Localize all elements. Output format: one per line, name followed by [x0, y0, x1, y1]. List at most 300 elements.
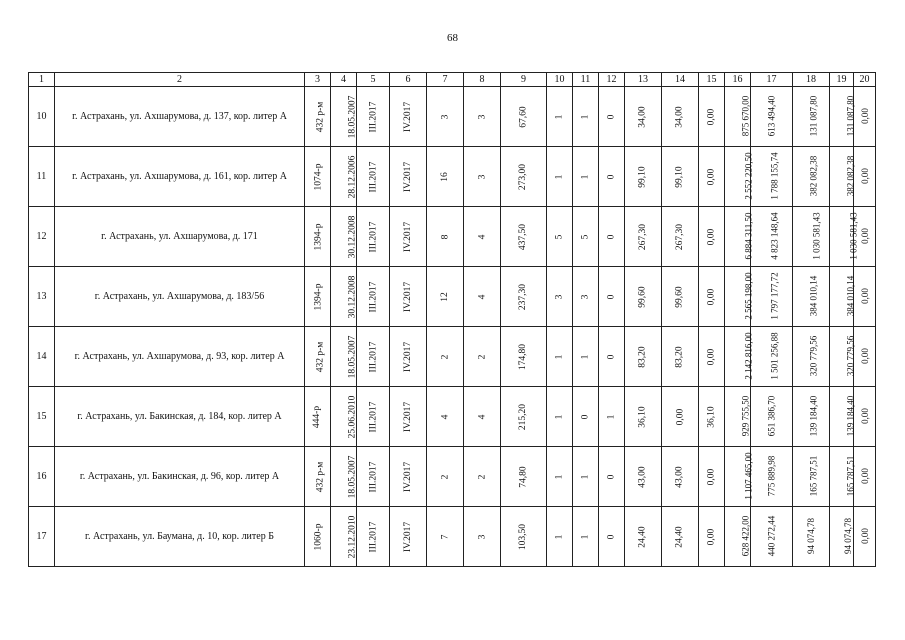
col-14-cell [662, 147, 699, 207]
col-7-cell [427, 507, 464, 567]
amount-col-17-text: 651 386,70 [766, 395, 777, 437]
column-number-cell: 2 [55, 73, 305, 87]
col-7-text: 3 [440, 114, 450, 120]
start-period-cell [357, 147, 390, 207]
area-text: 67,60 [518, 106, 529, 128]
amount-col-17-text: 1 501 256,88 [769, 332, 780, 380]
order-date-cell [331, 507, 357, 567]
col-8-cell [464, 87, 501, 147]
amount-col-18-text: 320 779,56 [808, 335, 819, 377]
col-7-text: 4 [440, 414, 450, 420]
col-13-cell [625, 267, 662, 327]
col-10-text: 3 [554, 294, 565, 300]
amount-col-17-cell [751, 387, 793, 447]
amount-col-19-cell [830, 147, 854, 207]
col-13-text: 267,30 [638, 223, 648, 251]
column-number-cell: 7 [427, 73, 464, 87]
amount-col-20-cell [854, 87, 876, 147]
col-15-text: 0,00 [706, 528, 717, 546]
amount-total-cell [725, 207, 754, 267]
order-number-text: 444-р [312, 405, 323, 429]
amount-col-20-text: 0,00 [859, 408, 870, 424]
col-12-cell [599, 447, 625, 507]
amount-col-20-cell [854, 267, 876, 327]
column-number-cell: 5 [357, 73, 390, 87]
order-date-cell [331, 267, 357, 327]
amount-col-19-cell [830, 327, 854, 387]
end-period-text: IV.2017 [403, 221, 413, 253]
table-row [29, 507, 876, 567]
end-period-text: IV.2017 [403, 461, 413, 493]
col-10-cell [547, 207, 573, 267]
col-7-cell [427, 147, 464, 207]
start-period-text: III.2017 [368, 101, 378, 133]
col-15-text: 0,00 [706, 228, 717, 246]
area-text: 237,30 [518, 283, 529, 311]
end-period-text: IV.2017 [403, 281, 413, 313]
col-13-cell [625, 327, 662, 387]
amount-col-20-text: 0,00 [859, 528, 870, 544]
col-14-text: 43,00 [675, 466, 685, 488]
col-7-cell [427, 387, 464, 447]
col-15-cell [699, 327, 725, 387]
row-number-cell: 12 [29, 207, 55, 267]
start-period-text: III.2017 [368, 281, 378, 313]
col-15-cell [699, 507, 725, 567]
col-7-text: 2 [440, 474, 450, 480]
amount-total-text: 628 422,00 [740, 515, 751, 557]
col-11-cell [573, 87, 599, 147]
amount-col-20-cell [854, 387, 876, 447]
address-cell: г. Астрахань, ул. Бакинская, д. 96, кор. литер А [55, 447, 305, 507]
col-11-cell [573, 147, 599, 207]
column-number-cell: 18 [793, 73, 830, 87]
col-12-text: 0 [606, 174, 617, 180]
amount-col-18-cell [793, 447, 830, 507]
col-15-text: 0,00 [706, 348, 717, 366]
amount-col-19-cell [830, 267, 854, 327]
start-period-text: III.2017 [368, 161, 378, 193]
order-date-text: 23.12.2010 [347, 515, 358, 559]
column-number-cell: 3 [305, 73, 331, 87]
end-period-cell [390, 207, 427, 267]
amount-col-17-text: 613 494,40 [766, 95, 777, 137]
col-13-text: 36,10 [638, 406, 648, 428]
column-number-cell: 1 [29, 73, 55, 87]
col-10-text: 1 [554, 414, 565, 420]
amount-col-19-cell [830, 387, 854, 447]
end-period-cell [390, 507, 427, 567]
col-11-text: 1 [580, 534, 591, 540]
col-12-text: 0 [606, 474, 617, 480]
amount-col-17-text: 440 272,44 [766, 515, 777, 557]
order-date-cell [331, 327, 357, 387]
area-text: 74,80 [518, 466, 529, 488]
address-cell: г. Астрахань, ул. Баумана, д. 10, кор. литер Б [55, 507, 305, 567]
col-13-text: 99,60 [638, 286, 648, 308]
col-15-text: 0,00 [706, 468, 717, 486]
col-10-cell [547, 447, 573, 507]
col-14-cell [662, 327, 699, 387]
amount-col-20-text: 0,00 [859, 468, 870, 484]
col-8-text: 4 [477, 294, 487, 300]
end-period-text: IV.2017 [403, 341, 413, 373]
amount-col-18-text: 165 787,51 [808, 455, 819, 497]
start-period-text: III.2017 [368, 401, 378, 433]
order-number-cell [305, 507, 331, 567]
order-date-text: 25.06.2010 [347, 395, 358, 439]
amount-col-17-text: 1 788 155,74 [769, 152, 780, 200]
area-text: 215,20 [518, 403, 529, 431]
order-number-text: 1060-р [313, 523, 324, 551]
col-11-text: 0 [580, 414, 591, 420]
col-7-cell [427, 447, 464, 507]
end-period-cell [390, 267, 427, 327]
col-12-cell [599, 207, 625, 267]
col-15-text: 0,00 [706, 288, 717, 306]
amount-total-cell [725, 447, 754, 507]
col-11-text: 3 [580, 294, 591, 300]
area-cell [501, 267, 547, 327]
col-10-text: 1 [554, 354, 565, 360]
col-7-text: 16 [440, 172, 450, 182]
col-13-text: 34,00 [638, 106, 648, 128]
amount-total-text: 2 142 816,00 [743, 332, 754, 380]
col-11-text: 1 [580, 114, 591, 120]
col-13-text: 83,20 [638, 346, 648, 368]
col-10-cell [547, 87, 573, 147]
col-7-text: 7 [440, 534, 450, 540]
table-row [29, 327, 876, 387]
col-7-text: 12 [440, 292, 450, 302]
end-period-text: IV.2017 [403, 101, 413, 133]
end-period-cell [390, 147, 427, 207]
order-number-cell [305, 267, 331, 327]
col-10-text: 5 [554, 234, 565, 240]
order-number-cell [305, 387, 331, 447]
order-number-text: 1394-р [313, 283, 324, 311]
amount-col-20-cell [854, 327, 876, 387]
col-11-cell [573, 447, 599, 507]
amount-col-17-cell [751, 87, 793, 147]
col-12-cell [599, 387, 625, 447]
column-number-cell: 11 [573, 73, 599, 87]
col-12-text: 0 [606, 354, 617, 360]
order-date-cell [331, 147, 357, 207]
col-14-text: 267,30 [675, 223, 685, 251]
amount-col-19-cell [830, 207, 859, 267]
col-15-text: 0,00 [706, 168, 717, 186]
amount-col-19-text: 165 787,51 [845, 455, 856, 497]
amount-total-cell [725, 87, 751, 147]
amount-col-20-cell [854, 507, 876, 567]
col-14-text: 99,10 [675, 166, 685, 188]
order-number-text: 432 р-м [315, 101, 326, 133]
area-cell [501, 507, 547, 567]
start-period-cell [357, 207, 390, 267]
col-13-cell [625, 387, 662, 447]
col-7-cell [427, 87, 464, 147]
amount-total-cell [725, 507, 751, 567]
column-number-cell: 13 [625, 73, 662, 87]
amount-col-17-cell [751, 327, 793, 387]
address-cell: г. Астрахань, ул. Ахшарумова, д. 137, кор. литер А [55, 87, 305, 147]
col-11-cell [573, 507, 599, 567]
end-period-text: IV.2017 [403, 401, 413, 433]
col-15-cell [699, 207, 725, 267]
address-cell: г. Астрахань, ул. Бакинская, д. 184, кор. литер А [55, 387, 305, 447]
order-date-text: 18.05.2007 [347, 455, 358, 499]
order-number-text: 432 р-м [315, 341, 326, 373]
col-14-cell [662, 267, 699, 327]
col-14-text: 99,60 [675, 286, 685, 308]
col-12-text: 1 [606, 414, 617, 420]
col-10-cell [547, 267, 573, 327]
end-period-text: IV.2017 [403, 521, 413, 553]
amount-col-17-cell [751, 267, 793, 327]
amount-col-17-cell [751, 507, 793, 567]
col-14-cell [662, 387, 699, 447]
end-period-cell [390, 447, 427, 507]
order-date-text: 18.05.2007 [347, 335, 358, 379]
start-period-text: III.2017 [368, 221, 378, 253]
col-11-text: 5 [580, 234, 591, 240]
amount-col-18-cell [793, 327, 830, 387]
col-14-text: 24,40 [675, 526, 685, 548]
amount-total-text: 1 107 465,00 [743, 452, 754, 500]
order-date-text: 28.12.2006 [347, 155, 358, 199]
col-15-cell [699, 87, 725, 147]
col-8-text: 3 [477, 114, 487, 120]
area-text: 174,80 [518, 343, 529, 371]
amount-col-18-text: 384 010,14 [808, 275, 819, 317]
order-number-cell [305, 87, 331, 147]
col-8-cell [464, 147, 501, 207]
col-11-text: 1 [580, 354, 591, 360]
start-period-text: III.2017 [368, 461, 378, 493]
amount-col-18-cell [793, 147, 830, 207]
col-8-cell [464, 387, 501, 447]
col-13-text: 24,40 [638, 526, 648, 548]
col-11-cell [573, 267, 599, 327]
area-cell [501, 327, 547, 387]
area-cell [501, 147, 547, 207]
amount-col-19-text: 320 779,56 [845, 335, 856, 377]
table-row [29, 387, 876, 447]
col-15-cell [699, 147, 725, 207]
column-number-cell: 10 [547, 73, 573, 87]
order-date-cell [331, 447, 357, 507]
start-period-cell [357, 267, 390, 327]
col-10-cell [547, 387, 573, 447]
column-number-cell: 19 [830, 73, 854, 87]
amount-col-20-text: 0,00 [859, 348, 870, 364]
amount-total-cell [725, 387, 751, 447]
col-13-text: 99,10 [638, 166, 648, 188]
col-13-cell [625, 447, 662, 507]
col-8-text: 4 [477, 414, 487, 420]
order-number-text: 1394-р [313, 223, 324, 251]
amount-col-18-cell [793, 207, 830, 267]
col-14-text: 34,00 [675, 106, 685, 128]
end-period-cell [390, 387, 427, 447]
column-number-cell: 14 [662, 73, 699, 87]
col-12-cell [599, 507, 625, 567]
order-number-text: 432 р-м [315, 461, 326, 493]
amount-col-18-cell [793, 507, 830, 567]
col-12-text: 0 [606, 294, 617, 300]
start-period-cell [357, 387, 390, 447]
col-14-text: 0,00 [675, 408, 685, 426]
end-period-text: IV.2017 [403, 161, 413, 193]
amount-col-20-text: 0,00 [859, 108, 870, 124]
amount-col-17-text: 775 889,98 [766, 455, 777, 497]
end-period-cell [390, 87, 427, 147]
col-10-text: 1 [554, 174, 565, 180]
amount-total-text: 6 884 311,50 [743, 212, 754, 260]
amount-col-19-text: 94 074,78 [843, 518, 853, 554]
address-cell: г. Астрахань, ул. Ахшарумова, д. 93, кор. литер А [55, 327, 305, 387]
order-date-cell [331, 87, 357, 147]
table-row [29, 447, 876, 507]
col-15-cell [699, 387, 725, 447]
order-date-cell [331, 207, 357, 267]
order-date-text: 30.12.2008 [347, 275, 358, 319]
row-number-cell: 10 [29, 87, 55, 147]
amount-total-text: 2 565 198,00 [743, 272, 754, 320]
amount-col-17-cell [751, 207, 793, 267]
col-12-cell [599, 87, 625, 147]
col-15-text: 0,00 [706, 108, 717, 126]
amount-total-cell [725, 267, 754, 327]
column-number-row [29, 73, 876, 87]
amount-col-20-cell [854, 147, 876, 207]
col-8-cell [464, 447, 501, 507]
col-13-cell [625, 507, 662, 567]
table-row [29, 147, 876, 207]
amount-col-17-text: 4 823 148,64 [769, 212, 780, 260]
col-7-cell [427, 267, 464, 327]
col-11-cell [573, 387, 599, 447]
area-text: 103,50 [518, 523, 529, 551]
amount-total-cell [725, 147, 754, 207]
col-8-cell [464, 507, 501, 567]
col-8-text: 3 [477, 174, 487, 180]
col-11-text: 1 [580, 174, 591, 180]
col-14-cell [662, 447, 699, 507]
order-date-cell [331, 387, 357, 447]
amount-col-18-cell [793, 387, 830, 447]
col-11-text: 1 [580, 474, 591, 480]
col-10-cell [547, 507, 573, 567]
area-cell [501, 387, 547, 447]
col-8-cell [464, 327, 501, 387]
col-14-cell [662, 507, 699, 567]
start-period-text: III.2017 [368, 521, 378, 553]
amount-col-18-text: 94 074,78 [806, 518, 816, 554]
col-13-text: 43,00 [638, 466, 648, 488]
start-period-cell [357, 447, 390, 507]
col-12-cell [599, 147, 625, 207]
column-number-cell: 6 [390, 73, 427, 87]
col-11-cell [573, 207, 599, 267]
col-14-text: 83,20 [675, 346, 685, 368]
start-period-text: III.2017 [368, 341, 378, 373]
amount-col-19-text: 131 087,80 [845, 95, 856, 137]
column-number-cell: 15 [699, 73, 725, 87]
col-14-cell [662, 87, 699, 147]
col-8-text: 2 [477, 474, 487, 480]
col-15-cell [699, 447, 725, 507]
area-cell [501, 447, 547, 507]
amount-col-18-text: 382 082,38 [808, 155, 819, 197]
amount-col-19-text: 139 184,40 [845, 395, 856, 437]
col-8-text: 2 [477, 354, 487, 360]
col-8-text: 3 [477, 534, 487, 540]
amount-col-19-cell [830, 507, 854, 567]
amount-total-cell [725, 327, 754, 387]
start-period-cell [357, 87, 390, 147]
col-10-text: 1 [554, 474, 565, 480]
row-number-cell: 15 [29, 387, 55, 447]
order-date-text: 30.12.2008 [347, 215, 358, 259]
amount-col-20-text: 0,00 [859, 228, 870, 244]
col-8-cell [464, 207, 501, 267]
col-14-cell [662, 207, 699, 267]
col-7-cell [427, 207, 464, 267]
row-number-cell: 16 [29, 447, 55, 507]
amount-col-19-cell [830, 87, 854, 147]
column-number-cell: 12 [599, 73, 625, 87]
amount-col-20-text: 0,00 [859, 168, 870, 184]
amount-total-text: 875 670,00 [740, 95, 751, 137]
amount-col-18-cell [793, 87, 830, 147]
page-number: 68 [447, 32, 458, 44]
col-12-text: 0 [606, 534, 617, 540]
column-number-cell: 17 [751, 73, 793, 87]
col-7-text: 2 [440, 354, 450, 360]
col-10-text: 1 [554, 114, 565, 120]
area-text: 273,00 [518, 163, 529, 191]
col-12-text: 0 [606, 114, 617, 120]
amount-col-20-text: 0,00 [859, 288, 870, 304]
table-row [29, 267, 876, 327]
order-date-text: 18.05.2007 [347, 95, 358, 139]
col-13-cell [625, 207, 662, 267]
col-12-cell [599, 267, 625, 327]
col-15-text: 36,10 [706, 406, 717, 428]
order-number-cell [305, 147, 331, 207]
col-8-text: 4 [477, 234, 487, 240]
column-number-cell: 20 [854, 73, 876, 87]
col-12-cell [599, 327, 625, 387]
housing-register-table [28, 72, 876, 567]
col-7-text: 8 [440, 234, 450, 240]
col-13-cell [625, 147, 662, 207]
row-number-cell: 13 [29, 267, 55, 327]
area-cell [501, 207, 547, 267]
amount-total-text: 929 755,50 [740, 395, 751, 437]
amount-col-19-text: 382 082,38 [845, 155, 856, 197]
col-7-cell [427, 327, 464, 387]
amount-col-18-cell [793, 267, 830, 327]
start-period-cell [357, 327, 390, 387]
address-cell: г. Астрахань, ул. Ахшарумова, д. 171 [55, 207, 305, 267]
order-number-text: 1074-р [313, 163, 324, 191]
end-period-cell [390, 327, 427, 387]
col-13-cell [625, 87, 662, 147]
row-number-cell: 17 [29, 507, 55, 567]
